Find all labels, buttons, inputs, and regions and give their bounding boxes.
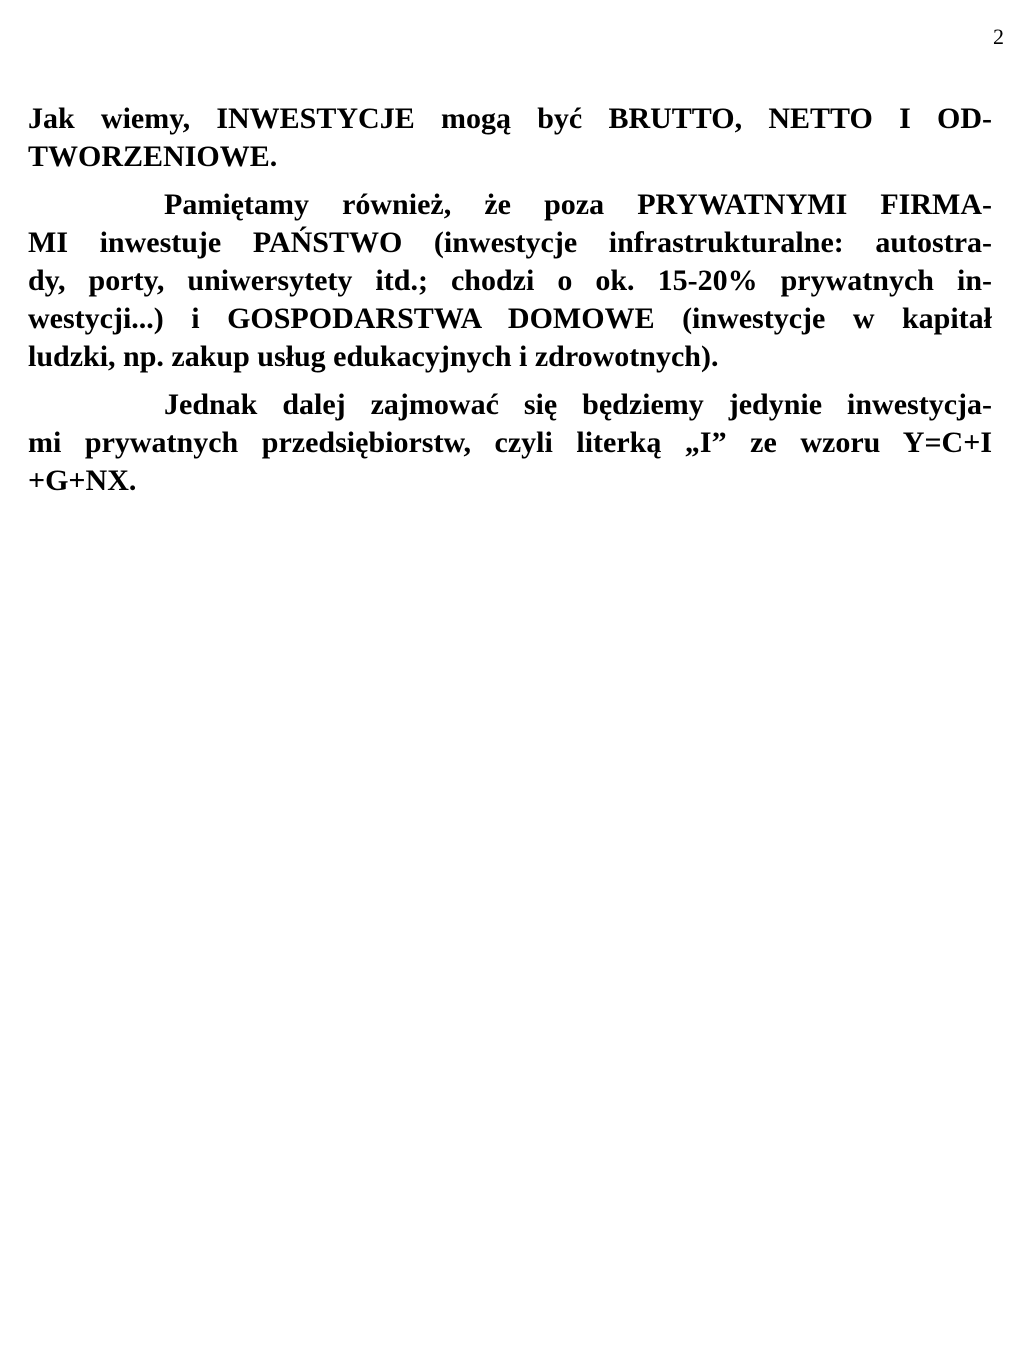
text-line: Pamiętamy również, że poza PRYWATNYMI FIRMA- xyxy=(164,188,992,221)
paragraph-investment-types xyxy=(28,100,992,176)
text-line: MI inwestuje PAŃSTWO (inwestycje infrastrukturalne: autostra- xyxy=(28,226,992,259)
text-line: mi prywatnych przedsiębiorstw, czyli literką „I” ze wzoru Y=C+I xyxy=(28,426,992,459)
document-body xyxy=(28,100,992,510)
text-line: Jednak dalej zajmować się będziemy jedynie inwestycja- xyxy=(164,388,992,421)
text-line: westycji...) i GOSPODARSTWA DOMOWE (inwestycje w kapitał xyxy=(28,302,992,335)
paragraph-investors xyxy=(28,186,992,376)
text-line: Jak wiemy, INWESTYCJE mogą być BRUTTO, NETTO I OD- xyxy=(28,102,992,135)
text-line: ludzki, np. zakup usług edukacyjnych i zdrowotnych). xyxy=(28,340,719,373)
paragraph-private-investment xyxy=(28,386,992,500)
text-line: dy, porty, uniwersytety itd.; chodzi o ok. 15-20% prywatnych in- xyxy=(28,264,992,297)
page-number: 2 xyxy=(993,24,1004,49)
text-line: +G+NX. xyxy=(28,464,137,497)
text-line: TWORZENIOWE. xyxy=(28,140,278,173)
